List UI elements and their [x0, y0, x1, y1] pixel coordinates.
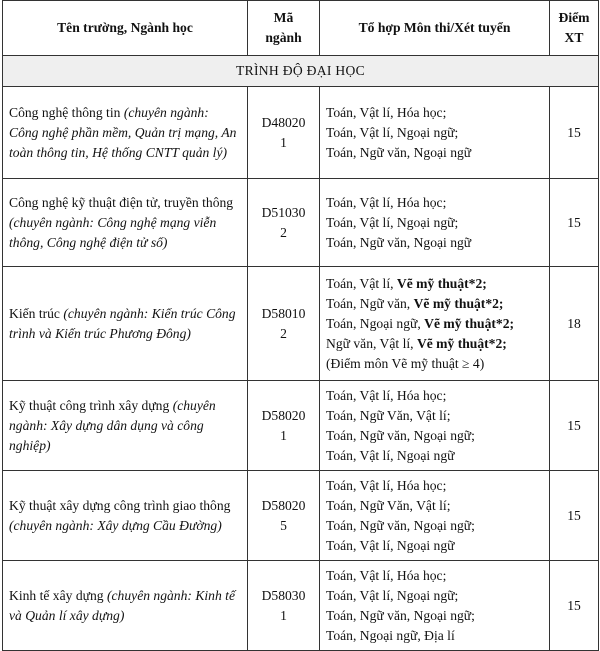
- header-school-major: Tên trường, Ngành học: [3, 1, 248, 56]
- code-line2: 5: [280, 517, 287, 533]
- combination-line: Toán, Vật lí, Hóa học;: [326, 194, 447, 210]
- combination-cell: [320, 561, 550, 651]
- major-cell: [3, 561, 248, 651]
- table-row: [3, 561, 599, 651]
- combination-line: [326, 334, 543, 354]
- combination-line: Toán, Ngữ văn, Ngoại ngữ: [326, 144, 472, 160]
- table-row: [3, 87, 599, 179]
- section-title: TRÌNH ĐỘ ĐẠI HỌC: [3, 56, 599, 87]
- header-code-line1: Mã: [273, 10, 294, 25]
- combination-plain: Toán, Vật lí,: [326, 275, 397, 291]
- major-name: Công nghệ thông tin: [9, 104, 121, 120]
- major-specialization: (chuyên ngành: Xây dựng dân dụng và công nghiệp): [9, 397, 216, 453]
- major-specialization: (chuyên ngành: Công nghệ mạng viễn thông, Công nghệ điện tử số): [9, 214, 217, 250]
- major-cell: [3, 381, 248, 471]
- combination-line: [326, 294, 543, 314]
- code-line2: 2: [280, 325, 287, 341]
- code-line2: 1: [280, 134, 287, 150]
- major-specialization: (chuyên ngành: Công nghệ phần mềm, Quản trị mạng, An toàn thông tin, Hệ thống CNTT quản lý): [9, 104, 237, 160]
- combination-line: Toán, Vật lí, Hóa học;: [326, 104, 447, 120]
- combination-line: Toán, Ngữ văn, Ngoại ngữ: [326, 234, 472, 250]
- major-name: Công nghệ kỹ thuật điện tử, truyền thông: [9, 194, 234, 210]
- combination-cell: [320, 179, 550, 267]
- combination-cell: [320, 267, 550, 381]
- combination-bold: Vẽ mỹ thuật*2;: [396, 275, 487, 291]
- score-cell: 15: [550, 381, 599, 471]
- code-line1: D58030: [261, 587, 306, 603]
- score-cell: 15: [550, 87, 599, 179]
- table-row: [3, 267, 599, 381]
- combination-line: Toán, Ngữ văn, Ngoại ngữ;: [326, 607, 475, 623]
- code-cell: [248, 87, 320, 179]
- major-cell: [3, 471, 248, 561]
- header-score: [550, 1, 599, 56]
- major-cell: [3, 267, 248, 381]
- combination-cell: [320, 381, 550, 471]
- combination-line: Toán, Vật lí, Ngoại ngữ: [326, 447, 455, 463]
- major-specialization: (chuyên ngành: Kinh tế và Quản lí xây dựng): [9, 587, 235, 623]
- combination-note: (Điểm môn Vẽ mỹ thuật ≥ 4): [326, 355, 485, 371]
- code-line1: D48020: [261, 114, 306, 130]
- combination-bold: Vẽ mỹ thuật*2;: [413, 295, 504, 311]
- code-line2: 1: [280, 427, 287, 443]
- code-cell: [248, 381, 320, 471]
- table-row: [3, 471, 599, 561]
- combination-plain: Toán, Ngữ văn,: [326, 295, 414, 311]
- combination-line: Toán, Vật lí, Hóa học;: [326, 387, 447, 403]
- combination-bold: Vẽ mỹ thuật*2;: [424, 315, 515, 331]
- major-name: Kiến trúc: [9, 305, 60, 321]
- header-row: [3, 1, 599, 56]
- major-specialization: (chuyên ngành: Kiến trúc Công trình và Kiến trúc Phương Đông): [9, 305, 236, 341]
- score-cell: 15: [550, 471, 599, 561]
- combination-line: Toán, Ngữ văn, Ngoại ngữ;: [326, 427, 475, 443]
- header-code-line2: ngành: [265, 30, 302, 45]
- combination-line: [326, 274, 543, 294]
- combination-line: Toán, Vật lí, Ngoại ngữ;: [326, 214, 459, 230]
- combination-line: [326, 314, 543, 334]
- code-cell: [248, 267, 320, 381]
- combination-cell: [320, 87, 550, 179]
- table-row: [3, 179, 599, 267]
- admissions-table: [2, 0, 599, 651]
- section-row: [3, 56, 599, 87]
- code-line1: D51030: [261, 204, 306, 220]
- header-score-line1: Điểm: [558, 10, 590, 25]
- code-cell: [248, 471, 320, 561]
- code-line2: 2: [280, 224, 287, 240]
- score-cell: 18: [550, 267, 599, 381]
- score-cell: 15: [550, 561, 599, 651]
- combination-line: Toán, Vật lí, Hóa học;: [326, 567, 447, 583]
- combination-line: Toán, Vật lí, Ngoại ngữ;: [326, 587, 459, 603]
- header-code: [248, 1, 320, 56]
- major-name: Kinh tế xây dựng: [9, 587, 104, 603]
- code-line1: D58020: [261, 407, 306, 423]
- header-combination: Tổ hợp Môn thi/Xét tuyển: [320, 1, 550, 56]
- code-cell: [248, 179, 320, 267]
- combination-line: Toán, Ngữ Văn, Vật lí;: [326, 407, 451, 423]
- table-row: [3, 381, 599, 471]
- major-specialization: (chuyên ngành: Xây dựng Cầu Đường): [9, 517, 222, 533]
- major-name: Kỹ thuật công trình xây dựng: [9, 397, 170, 413]
- code-line2: 1: [280, 607, 287, 623]
- major-name: Kỹ thuật xây dựng công trình giao thông: [9, 497, 231, 513]
- score-cell: 15: [550, 179, 599, 267]
- code-cell: [248, 561, 320, 651]
- combination-line: Toán, Vật lí, Ngoại ngữ;: [326, 124, 459, 140]
- combination-plain: Ngữ văn, Vật lí,: [326, 335, 417, 351]
- combination-line: Toán, Vật lí, Ngoại ngữ: [326, 537, 455, 553]
- combination-line: Toán, Vật lí, Hóa học;: [326, 477, 447, 493]
- combination-line: Toán, Ngoại ngữ, Địa lí: [326, 627, 455, 643]
- code-line1: D58020: [261, 497, 306, 513]
- major-cell: [3, 87, 248, 179]
- major-cell: [3, 179, 248, 267]
- combination-line: Toán, Ngữ Văn, Vật lí;: [326, 497, 451, 513]
- combination-plain: Toán, Ngoại ngữ,: [326, 315, 425, 331]
- code-line1: D58010: [261, 305, 306, 321]
- combination-cell: [320, 471, 550, 561]
- header-score-line2: XT: [564, 30, 584, 45]
- combination-line: Toán, Ngữ văn, Ngoại ngữ;: [326, 517, 475, 533]
- combination-bold: Vẽ mỹ thuật*2;: [416, 335, 507, 351]
